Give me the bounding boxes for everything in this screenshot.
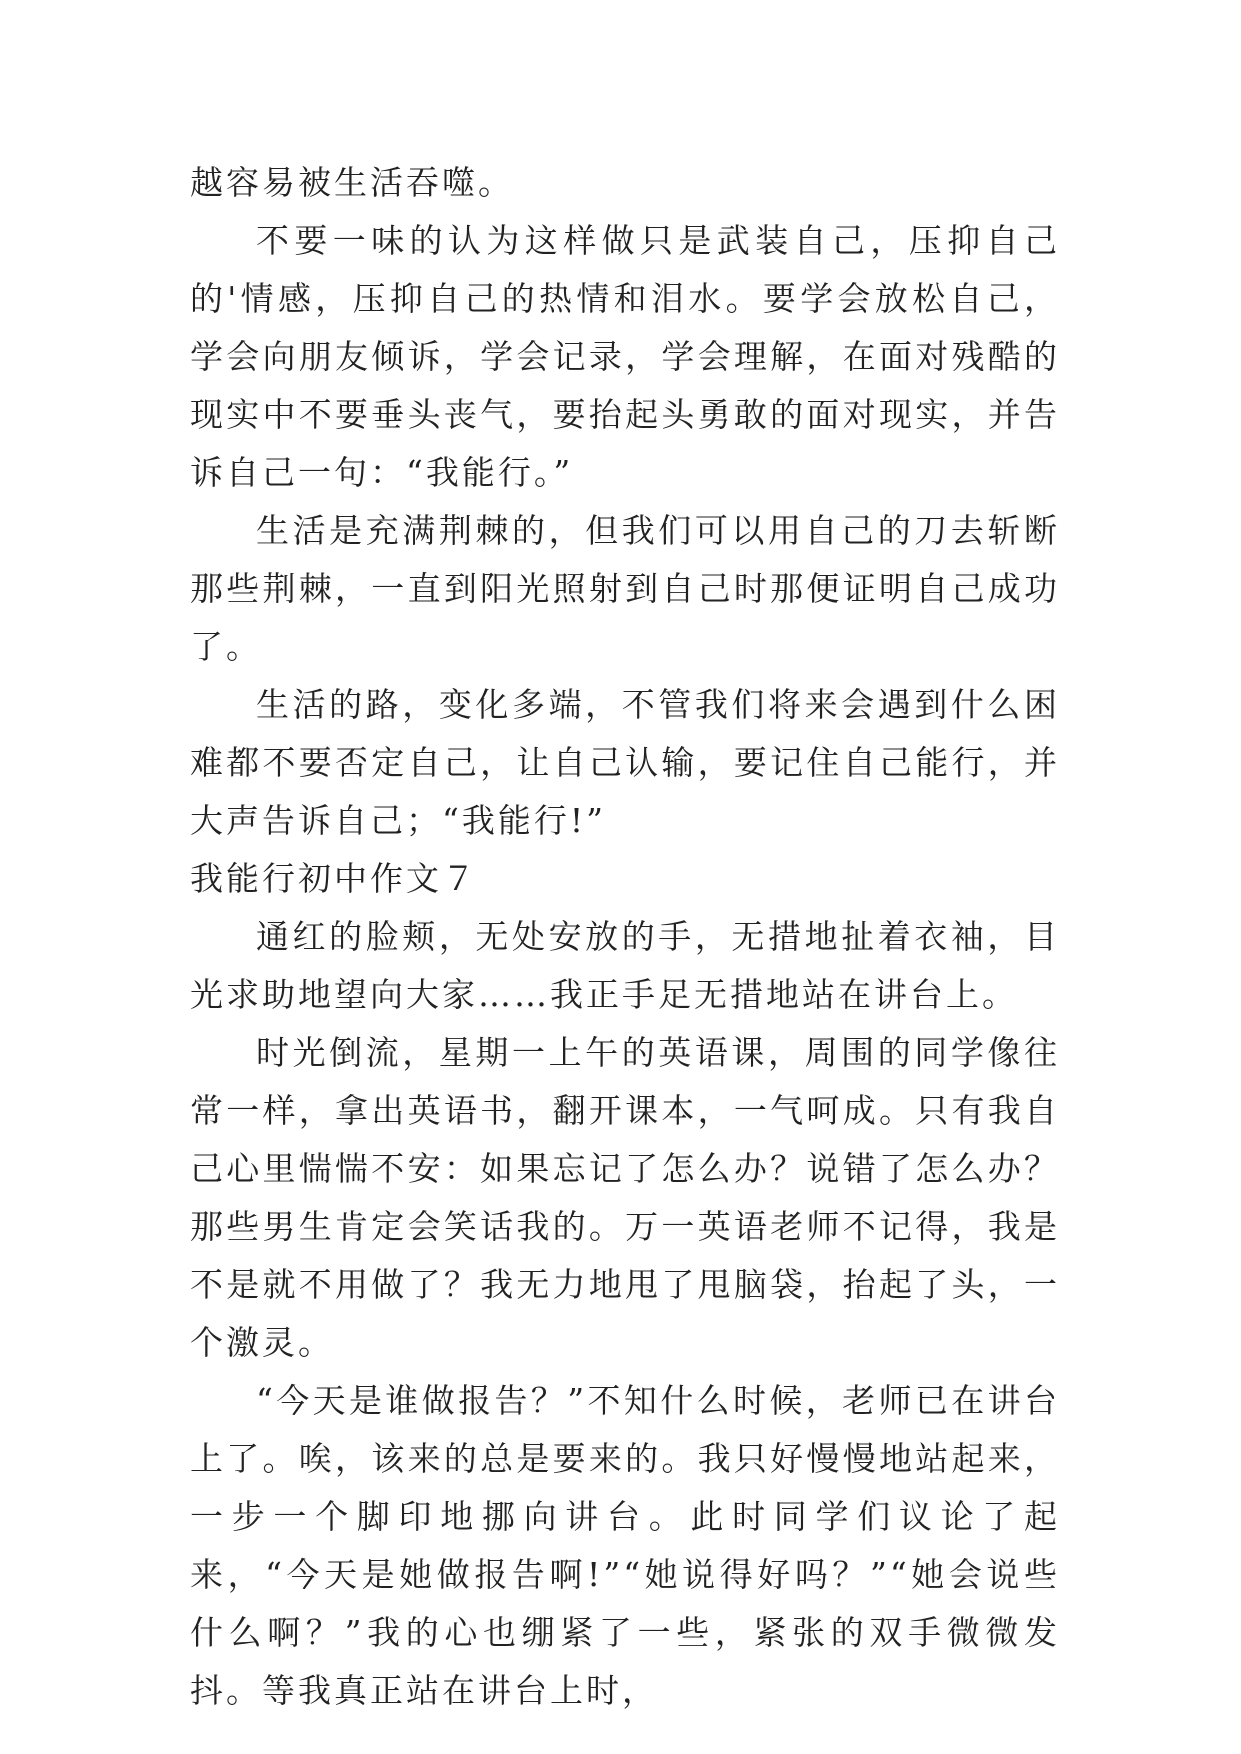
paragraph: 生活是充满荆棘的，但我们可以用自己的刀去斩断那些荆棘，一直到阳光照射到自己时那便证明自己成功了。 <box>190 511 1060 666</box>
document-body <box>190 154 1060 1720</box>
paragraph: 越容易被生活吞噬。 <box>190 163 514 202</box>
paragraph: 通红的脸颊，无处安放的手，无措地扯着衣袖，目光求助地望向大家……我正手足无措地站在讲台上。 <box>190 917 1060 1014</box>
paragraph: 不要一味的认为这样做只是武装自己，压抑自己的'情感，压抑自己的热情和泪水。要学会放松自己，学会向朋友倾诉，学会记录，学会理解，在面对残酷的现实中不要垂头丧气，要抬起头勇敢的面对现实，并告诉自己一句：“我能行。” <box>190 221 1060 492</box>
paragraph: 时光倒流，星期一上午的英语课，周围的同学像往常一样，拿出英语书，翻开课本，一气呵成。只有我自己心里惴惴不安：如果忘记了怎么办？说错了怎么办？那些男生肯定会笑话我的。万一英语老师不记得，我是不是就不用做了？我无力地甩了甩脑袋，抬起了头，一个激灵。 <box>190 1033 1060 1362</box>
section-title: 我能行初中作文７ <box>190 859 478 898</box>
paragraph: 生活的路，变化多端，不管我们将来会遇到什么困难都不要否定自己，让自己认输，要记住自己能行，并大声告诉自己；“我能行!” <box>190 685 1060 840</box>
paragraph: “今天是谁做报告？”不知什么时候，老师已在讲台上了。唉，该来的总是要来的。我只好慢慢地站起来，一步一个脚印地挪向讲台。此时同学们议论了起来，“今天是她做报告啊!”“她说得好吗？”“她会说些什么啊？”我的心也绷紧了一些，紧张的双手微微发抖。等我真正站在讲台上时， <box>190 1381 1060 1710</box>
